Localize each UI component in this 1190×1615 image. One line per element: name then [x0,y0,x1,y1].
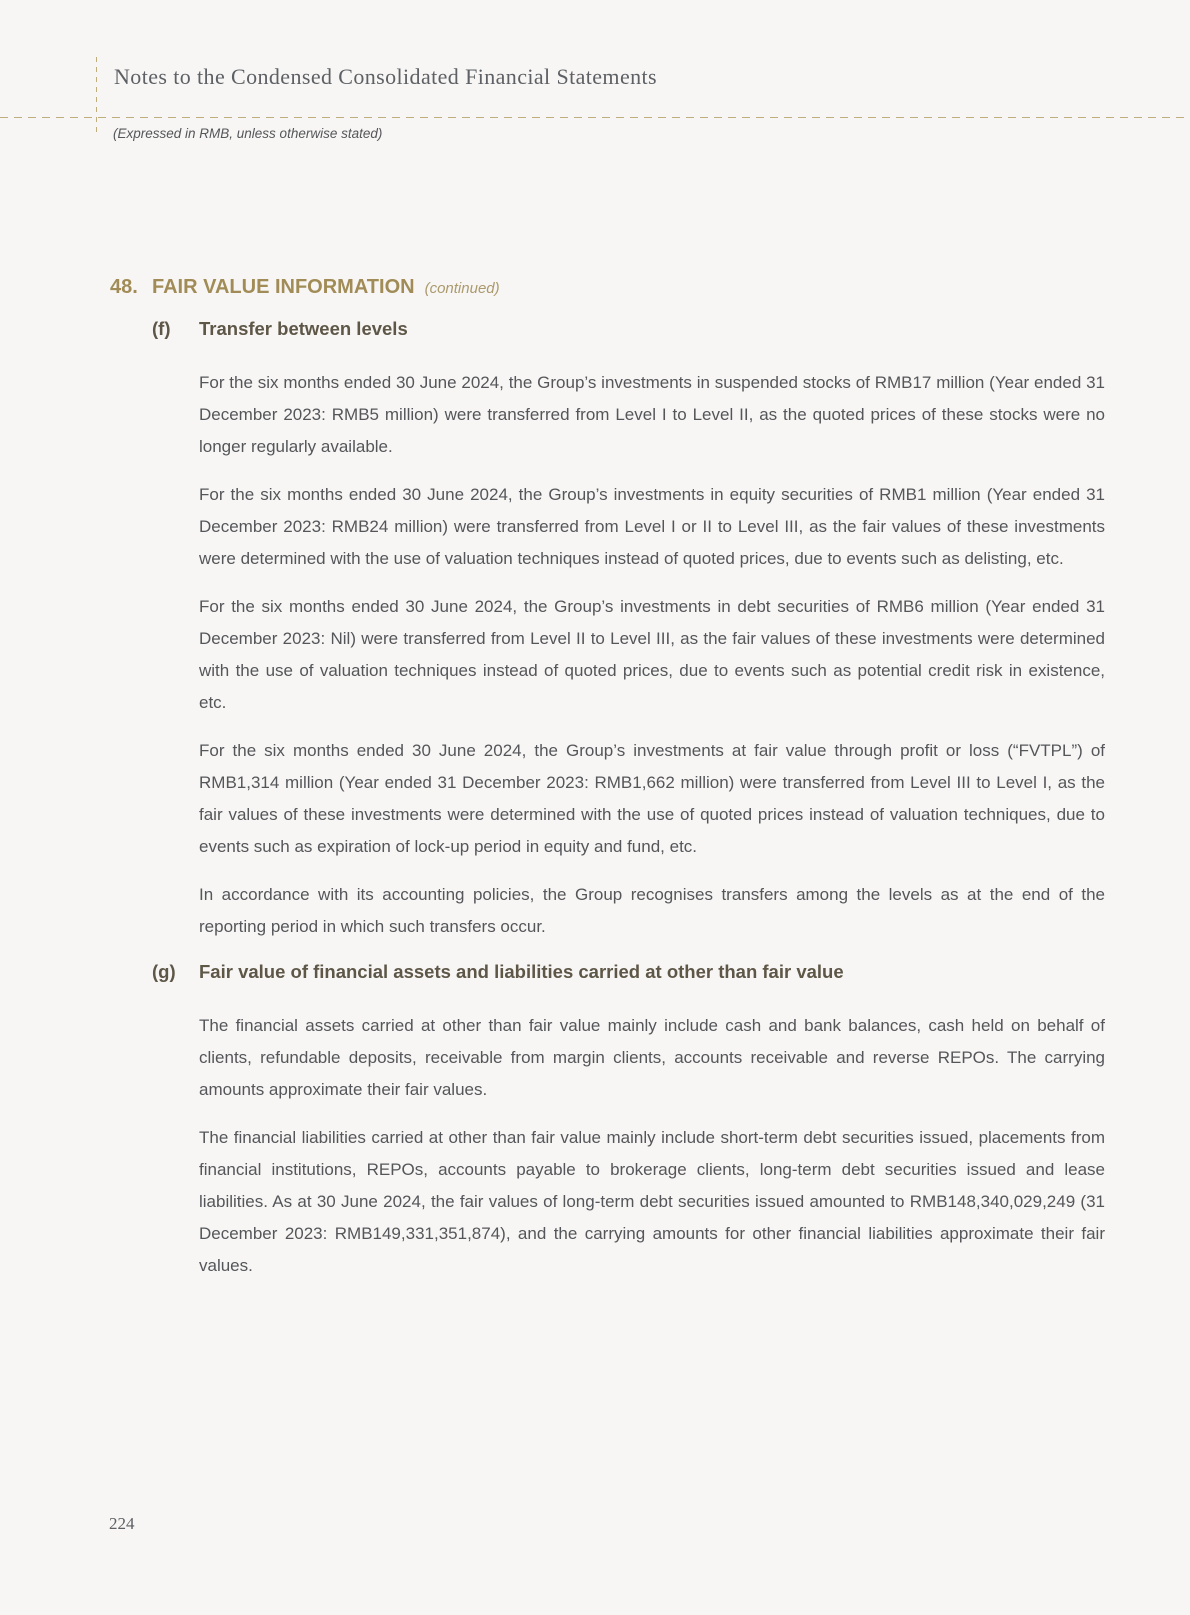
subsection-f [110,316,1106,943]
page-number: 224 [109,1514,135,1533]
subsection-f-title: Transfer between levels [199,318,408,339]
paragraph-suspended-stocks: For the six months ended 30 June 2024, the Group’s investments in suspended stocks of RMB17 million (Year ended 31 December 2023: RMB5 million) were transferred from Level I to Level II, as the quoted prices of these stocks were no longer regularly available. [199,373,1105,456]
document-title: Notes to the Condensed Consolidated Financial Statements [114,64,657,89]
section-number: 48. [110,276,138,298]
section-title: FAIR VALUE INFORMATION [152,276,415,298]
subsection-g [110,959,1106,1282]
paragraph-financial-liabilities: The financial liabilities carried at other than fair value mainly include short-term debt securities issued, placements from financial institutions, REPOs, accounts payable to brokerage clients, long-term debt securities issued and lease liabilities. As at 30 June 2024, the fair values of long-term debt securities issued amounted to RMB148,340,029,249 (31 December 2023: RMB149,331,351,874), and the carrying amounts for other financial liabilities approximate their fair values. [199,1128,1105,1275]
subsection-g-label: (g) [152,961,176,982]
subsection-f-heading [152,316,1106,342]
paragraph-fvtpl: For the six months ended 30 June 2024, the Group’s investments at fair value through profit or loss (“FVTPL”) of RMB1,314 million (Year ended 31 December 2023: RMB1,662 million) were transferred from Level III to Level I, as the fair values of these investments were determined with the use of quoted prices instead of valuation techniques, due to events such as expiration of lock-up period in equity and fund, etc. [199,741,1105,856]
subsection-f-body [199,367,1105,943]
subsection-g-heading [152,959,1106,985]
content-area [110,274,1106,1298]
section-heading [110,274,1106,302]
paragraph-debt-securities: For the six months ended 30 June 2024, the Group’s investments in debt securities of RMB6 million (Year ended 31 December 2023: Nil) were transferred from Level II to Level III, as the fair values of these investments were determined with the use of valuation techniques instead of quoted prices, due to events such as potential credit risk in existence, etc. [199,597,1105,712]
horizontal-dashed-rule [0,117,1190,118]
subsection-g-body [199,1010,1105,1282]
subsection-g-title: Fair value of financial assets and liabilities carried at other than fair value [199,961,844,982]
subsection-f-label: (f) [152,318,171,339]
vertical-dashed-rule [96,57,97,137]
paragraph-financial-assets: The financial assets carried at other than fair value mainly include cash and bank balances, cash held on behalf of clients, refundable deposits, receivable from margin clients, accounts receivable and reverse REPOs. The carrying amounts approximate their fair values. [199,1016,1105,1099]
section-continued-label: (continued) [424,280,500,297]
paragraph-accounting-policies: In accordance with its accounting policies, the Group recognises transfers among the levels as at the end of the reporting period in which such transfers occur. [199,885,1105,936]
document-subtitle: (Expressed in RMB, unless otherwise stated) [113,126,383,141]
paragraph-equity-securities: For the six months ended 30 June 2024, the Group’s investments in equity securities of RMB1 million (Year ended 31 December 2023: RMB24 million) were transferred from Level I or II to Level III, as the fair values of these investments were determined with the use of valuation techniques instead of quoted prices, due to events such as delisting, etc. [199,485,1105,568]
